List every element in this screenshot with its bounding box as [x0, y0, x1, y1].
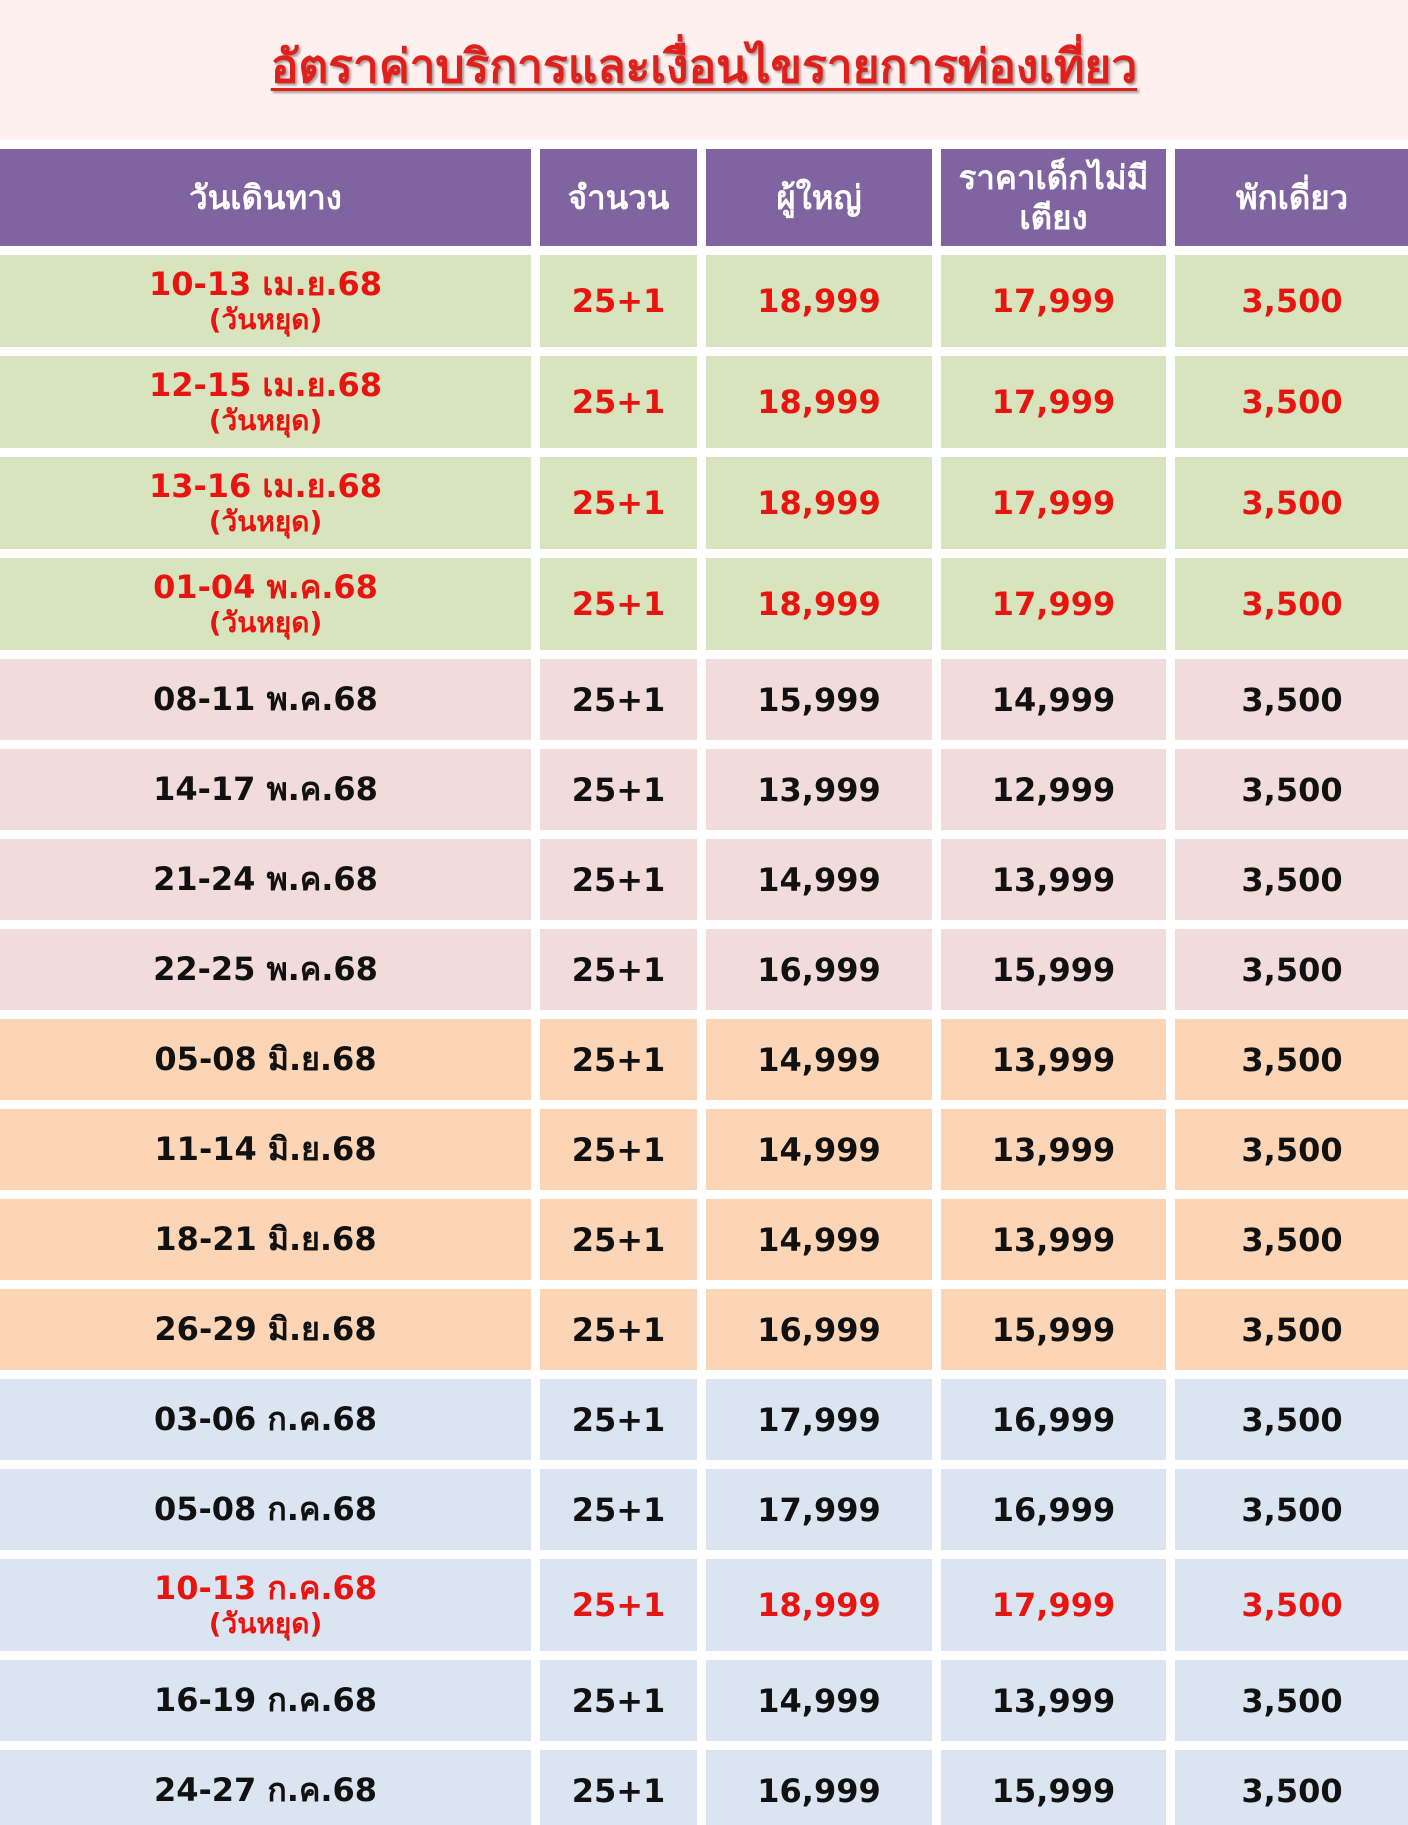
- cell-child-price: 14,999: [941, 659, 1166, 740]
- table-row: [0, 1379, 1408, 1460]
- cell-seats: 25+1: [540, 659, 697, 740]
- cell-date: [0, 839, 531, 920]
- table-row: [0, 749, 1408, 830]
- cell-date: [0, 1750, 531, 1825]
- cell-seats: 25+1: [540, 839, 697, 920]
- cell-child-price: 13,999: [941, 1019, 1166, 1100]
- cell-single-supplement: 3,500: [1175, 1559, 1408, 1651]
- cell-adult-price: 18,999: [706, 457, 932, 549]
- cell-adult-price: 15,999: [706, 659, 932, 740]
- cell-seats: 25+1: [540, 255, 697, 347]
- cell-single-supplement: 3,500: [1175, 255, 1408, 347]
- cell-seats: 25+1: [540, 457, 697, 549]
- header-child-no-bed: [941, 149, 1166, 246]
- cell-adult-price: 16,999: [706, 1750, 932, 1825]
- cell-adult-price: 16,999: [706, 1289, 932, 1370]
- date-text: 11-14 มิ.ย.68: [154, 1130, 377, 1169]
- cell-adult-price: 18,999: [706, 356, 932, 448]
- page-title: อัตราค่าบริการและเงื่อนไขรายการท่องเที่ยว: [270, 39, 1138, 93]
- date-text: 21-24 พ.ค.68: [153, 860, 378, 899]
- cell-date: [0, 1199, 531, 1280]
- cell-date: [0, 356, 531, 448]
- cell-seats: 25+1: [540, 1019, 697, 1100]
- cell-child-price: 13,999: [941, 1660, 1166, 1741]
- cell-seats: 25+1: [540, 1559, 697, 1651]
- table-row: [0, 356, 1408, 448]
- cell-child-price: 17,999: [941, 255, 1166, 347]
- cell-single-supplement: 3,500: [1175, 1289, 1408, 1370]
- cell-seats: 25+1: [540, 558, 697, 650]
- cell-child-price: 15,999: [941, 929, 1166, 1010]
- cell-single-supplement: 3,500: [1175, 1660, 1408, 1741]
- cell-date: [0, 255, 531, 347]
- table-row: [0, 1750, 1408, 1825]
- date-text: 08-11 พ.ค.68: [153, 680, 378, 719]
- cell-child-price: 17,999: [941, 356, 1166, 448]
- cell-adult-price: 17,999: [706, 1379, 932, 1460]
- cell-adult-price: 14,999: [706, 1660, 932, 1741]
- cell-single-supplement: 3,500: [1175, 1750, 1408, 1825]
- header-date: วันเดินทาง: [0, 149, 531, 246]
- header-child-line2: เตียง: [1019, 197, 1088, 237]
- cell-date: [0, 1559, 531, 1651]
- cell-seats: 25+1: [540, 356, 697, 448]
- date-text: 10-13 ก.ค.68: [153, 1568, 378, 1607]
- cell-child-price: 13,999: [941, 839, 1166, 920]
- cell-adult-price: 14,999: [706, 839, 932, 920]
- cell-child-price: 17,999: [941, 558, 1166, 650]
- cell-single-supplement: 3,500: [1175, 659, 1408, 740]
- holiday-note: (วันหยุด): [208, 403, 323, 437]
- date-text: 03-06 ก.ค.68: [153, 1400, 378, 1439]
- date-text: 24-27 ก.ค.68: [153, 1771, 378, 1810]
- cell-child-price: 12,999: [941, 749, 1166, 830]
- cell-seats: 25+1: [540, 749, 697, 830]
- cell-single-supplement: 3,500: [1175, 749, 1408, 830]
- rates-body: [0, 255, 1408, 1825]
- cell-seats: 25+1: [540, 1379, 697, 1460]
- cell-child-price: 17,999: [941, 457, 1166, 549]
- date-text: 01-04 พ.ค.68: [153, 567, 378, 606]
- date-text: 22-25 พ.ค.68: [153, 950, 378, 989]
- header-seats: จำนวน: [540, 149, 697, 246]
- table-row: [0, 1109, 1408, 1190]
- table-row: [0, 457, 1408, 549]
- table-row: [0, 659, 1408, 740]
- cell-seats: 25+1: [540, 1469, 697, 1550]
- date-text: 12-15 เม.ย.68: [148, 365, 383, 404]
- cell-adult-price: 14,999: [706, 1109, 932, 1190]
- cell-seats: 25+1: [540, 1289, 697, 1370]
- cell-child-price: 16,999: [941, 1469, 1166, 1550]
- date-text: 26-29 มิ.ย.68: [154, 1310, 377, 1349]
- cell-seats: 25+1: [540, 1109, 697, 1190]
- cell-child-price: 13,999: [941, 1199, 1166, 1280]
- cell-single-supplement: 3,500: [1175, 558, 1408, 650]
- cell-child-price: 15,999: [941, 1750, 1166, 1825]
- date-text: 05-08 มิ.ย.68: [154, 1040, 377, 1079]
- cell-single-supplement: 3,500: [1175, 356, 1408, 448]
- cell-date: [0, 1289, 531, 1370]
- cell-seats: 25+1: [540, 1750, 697, 1825]
- date-text: 10-13 เม.ย.68: [148, 264, 383, 303]
- table-row: [0, 255, 1408, 347]
- date-text: 13-16 เม.ย.68: [148, 466, 383, 505]
- table-row: [0, 1660, 1408, 1741]
- table-row: [0, 839, 1408, 920]
- date-text: 14-17 พ.ค.68: [153, 770, 378, 809]
- cell-date: [0, 659, 531, 740]
- cell-date: [0, 1469, 531, 1550]
- cell-date: [0, 749, 531, 830]
- holiday-note: (วันหยุด): [208, 302, 323, 336]
- cell-single-supplement: 3,500: [1175, 1019, 1408, 1100]
- header-child-line1: ราคาเด็กไม่มี: [958, 157, 1149, 197]
- cell-seats: 25+1: [540, 929, 697, 1010]
- cell-single-supplement: 3,500: [1175, 929, 1408, 1010]
- cell-single-supplement: 3,500: [1175, 1199, 1408, 1280]
- header-adult: ผู้ใหญ่: [706, 149, 932, 246]
- holiday-note: (วันหยุด): [208, 1606, 323, 1640]
- cell-date: [0, 1019, 531, 1100]
- cell-adult-price: 18,999: [706, 1559, 932, 1651]
- cell-child-price: 15,999: [941, 1289, 1166, 1370]
- cell-adult-price: 16,999: [706, 929, 932, 1010]
- date-text: 05-08 ก.ค.68: [153, 1490, 378, 1529]
- cell-adult-price: 17,999: [706, 1469, 932, 1550]
- cell-child-price: 17,999: [941, 1559, 1166, 1651]
- table-row: [0, 1019, 1408, 1100]
- cell-child-price: 16,999: [941, 1379, 1166, 1460]
- cell-child-price: 13,999: [941, 1109, 1166, 1190]
- table-row: [0, 1199, 1408, 1280]
- cell-date: [0, 929, 531, 1010]
- table-row: [0, 1289, 1408, 1370]
- cell-seats: 25+1: [540, 1660, 697, 1741]
- date-text: 18-21 มิ.ย.68: [154, 1220, 377, 1259]
- holiday-note: (วันหยุด): [208, 504, 323, 538]
- cell-adult-price: 13,999: [706, 749, 932, 830]
- cell-date: [0, 1660, 531, 1741]
- cell-seats: 25+1: [540, 1199, 697, 1280]
- cell-single-supplement: 3,500: [1175, 1469, 1408, 1550]
- cell-single-supplement: 3,500: [1175, 457, 1408, 549]
- table-row: [0, 1469, 1408, 1550]
- table-row: [0, 929, 1408, 1010]
- cell-adult-price: 14,999: [706, 1019, 932, 1100]
- header-single: พักเดี่ยว: [1175, 149, 1408, 246]
- cell-date: [0, 457, 531, 549]
- cell-date: [0, 558, 531, 650]
- cell-single-supplement: 3,500: [1175, 839, 1408, 920]
- cell-adult-price: 14,999: [706, 1199, 932, 1280]
- holiday-note: (วันหยุด): [208, 605, 323, 639]
- cell-date: [0, 1379, 531, 1460]
- cell-date: [0, 1109, 531, 1190]
- cell-adult-price: 18,999: [706, 255, 932, 347]
- cell-single-supplement: 3,500: [1175, 1109, 1408, 1190]
- header-row: [0, 149, 1408, 246]
- table-row: [0, 1559, 1408, 1651]
- table-row: [0, 558, 1408, 650]
- cell-adult-price: 18,999: [706, 558, 932, 650]
- date-text: 16-19 ก.ค.68: [153, 1681, 378, 1720]
- rates-table: [0, 140, 1408, 1825]
- cell-single-supplement: 3,500: [1175, 1379, 1408, 1460]
